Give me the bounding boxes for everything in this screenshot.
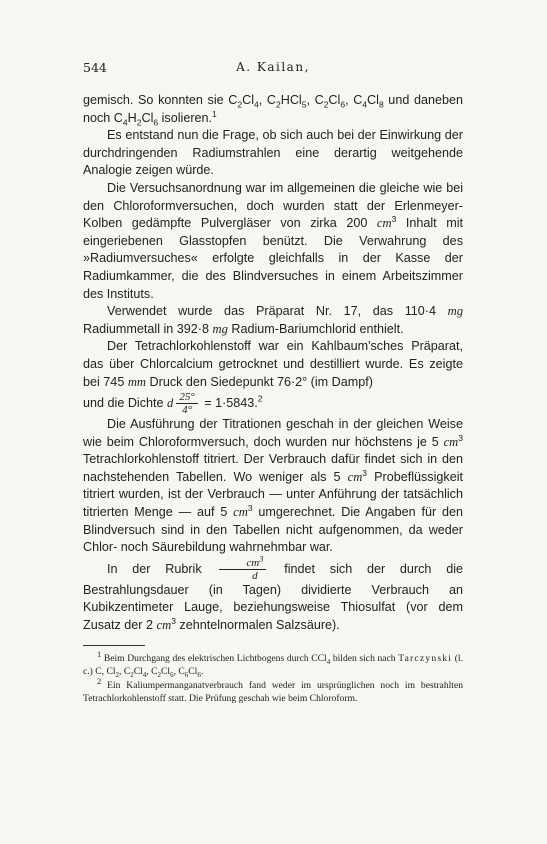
footnote-2: $^2$ Ein Kaliumpermanganatverbrauch fand weder im ursprünglichen noch im bestrahlten Tetrachlorkohlenstoff statt. Die Prüfung geschah wie beim Chloroform. xyxy=(83,675,463,705)
footnote-ref-1[interactable]: 1 xyxy=(212,108,217,119)
paragraph-7: In der Rubrik $\frac{cm^3}{d}$ findet sich der durch die Bestrahlungsdauer (in Tagen) dividierte Verbrauch an Kubikzentimeter Lauge, beziehungsweise Thiosulfat (vor dem Zusatz der 2 $cm^3$ zehntelnormalen Salzsäure). xyxy=(83,553,463,633)
running-head: A. Kailan, xyxy=(236,60,310,74)
paragraph-5: Der Tetrachlorkohlenstoff war ein Kahlbaum'sches Präparat, das über Chlorcalcium getrocknet und destilliert wurde. Es zeigte bei 745 mm Druck den Siedepunkt 76·2° (im Dampf) xyxy=(83,339,463,389)
page-header xyxy=(83,60,463,82)
paragraph-6: Die Ausführung der Titrationen geschah in der gleichen Weise wie beim Chloroformversuch, doch wurden nur höchstens je 5 $cm^3$ Tetrachlorkohlenstoff titriert. Der Verbrauch dafür findet sich in den nachstehenden Tabellen. Wo weniger als 5 $cm^3$ Probeflüssigkeit titriert wurden, ist der Verbrauch — unter Anführung der tatsächlich titrierten Menge — auf 5 $cm^3$ umgerechnet. Die Angaben für den Blindversuch sind in den Tabellen nicht aufgenommen, da weder Chlor- noch Säurebildung wahrnehmbar war. xyxy=(83,417,463,555)
density-fraction: $\frac{25^\circ}{4^\circ}$ xyxy=(176,391,197,416)
author-name: Tarczynski xyxy=(398,652,453,664)
footnote-ref-2[interactable]: 2 xyxy=(257,393,263,404)
footnote-divider xyxy=(83,645,145,646)
footnotes xyxy=(83,648,463,706)
body-text xyxy=(83,92,463,635)
paragraph-1: gemisch. So konnten sie $C_2Cl_4$, $C_2HCl_5$, $C_2Cl_6$, $C_4Cl_8$ und daneben noch $C_4H_2Cl_6$ isolieren.$^1$ xyxy=(83,93,463,128)
paragraph-2: Es entstand nun die Frage, ob sich auch bei der Einwirkung der durchdringenden Radiumstrahlen eine derartig weitgehende Analogie zeigen würde. xyxy=(83,128,463,178)
rubrik-fraction: $\frac{cm^3}{d}$ xyxy=(219,557,266,582)
paragraph-3: Die Versuchsanordnung war im allgemeinen die gleiche wie bei den Chloroformversuchen, doch wurden statt der Erlenmeyer-Kolben gedämpfte Pulvergläser von zirka 200 $cm^3$ Inhalt mit eingeriebenen Glasstopfen benützt. Die Verwahrung des »Radiumversuches« erfolgte gleichfalls in der Kasse der Radiumkammer, die des Blindversuches in einem Arbeitszimmer des Instituts. xyxy=(83,180,464,301)
paragraph-4: Verwendet wurde das Präparat Nr. 17, das 110·4 mg Radiummetall in 392·8 mg Radium-Bariumchlorid enthielt. xyxy=(83,304,463,336)
book-page xyxy=(83,60,463,706)
page-number: 544 xyxy=(83,60,107,75)
density-formula: und die Dichte d $\frac{25^\circ}{4^\circ}$ = 1·5843.$^2$ xyxy=(83,391,263,417)
footnote-1: $^1$ Beim Durchgang des elektrischen Lichtbogens durch CCl$_4$ bilden sich nach Tarczynski (l. c.) C, $Cl_2$, $C_2Cl_4$, $C_2Cl_6$, $C_6Cl_6$. xyxy=(83,648,463,680)
